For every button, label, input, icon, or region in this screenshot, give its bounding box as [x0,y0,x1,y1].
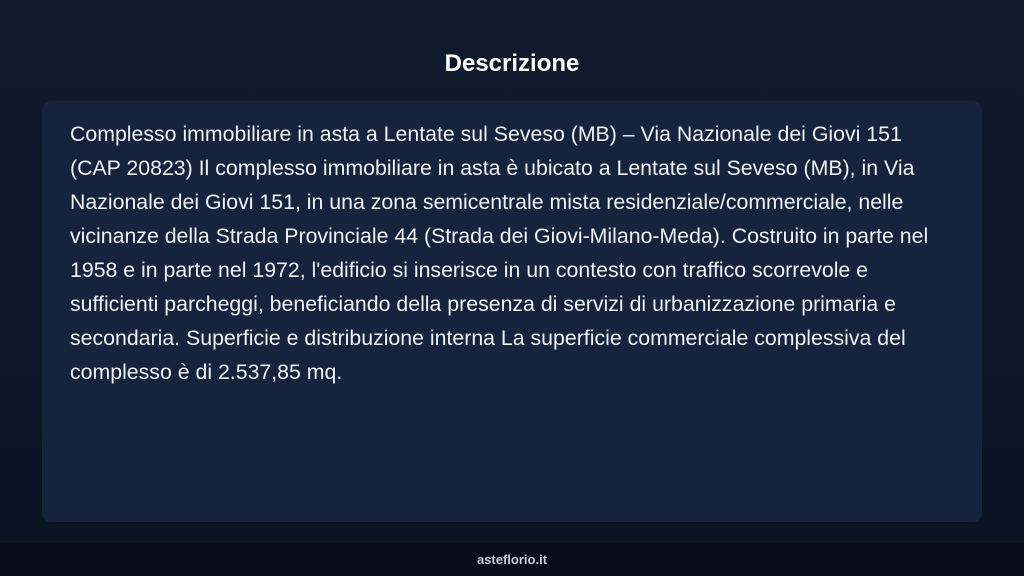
page-title: Descrizione [444,50,580,77]
description-card [42,101,982,522]
footer-site-label[interactable]: asteflorio.it [476,552,548,567]
description-text: Complesso immobiliare in asta a Lentate sul Seveso (MB) – Via Nazionale dei Giovi 151 (CAP 20823) Il complesso immobiliare in asta è ubicato a Lentate sul Seveso (MB), in Via Nazionale dei Giovi 151, in una zona semicentrale mista residenziale/commerciale, nelle vicinanze della Strada Provinciale 44 (Strada dei Giovi-Milano-Meda). Costruito in parte nel 1958 e in parte nel 1972, l'edificio si inserisce in un contesto con traffico scorrevole e sufficienti parcheggi, beneficiando della presenza di servizi di urbanizzazione primaria e secondaria. Superficie e distribuzione interna La superficie commerciale complessiva del complesso è di 2.537,85 mq. [70,122,929,384]
footer-bar [0,543,1024,576]
